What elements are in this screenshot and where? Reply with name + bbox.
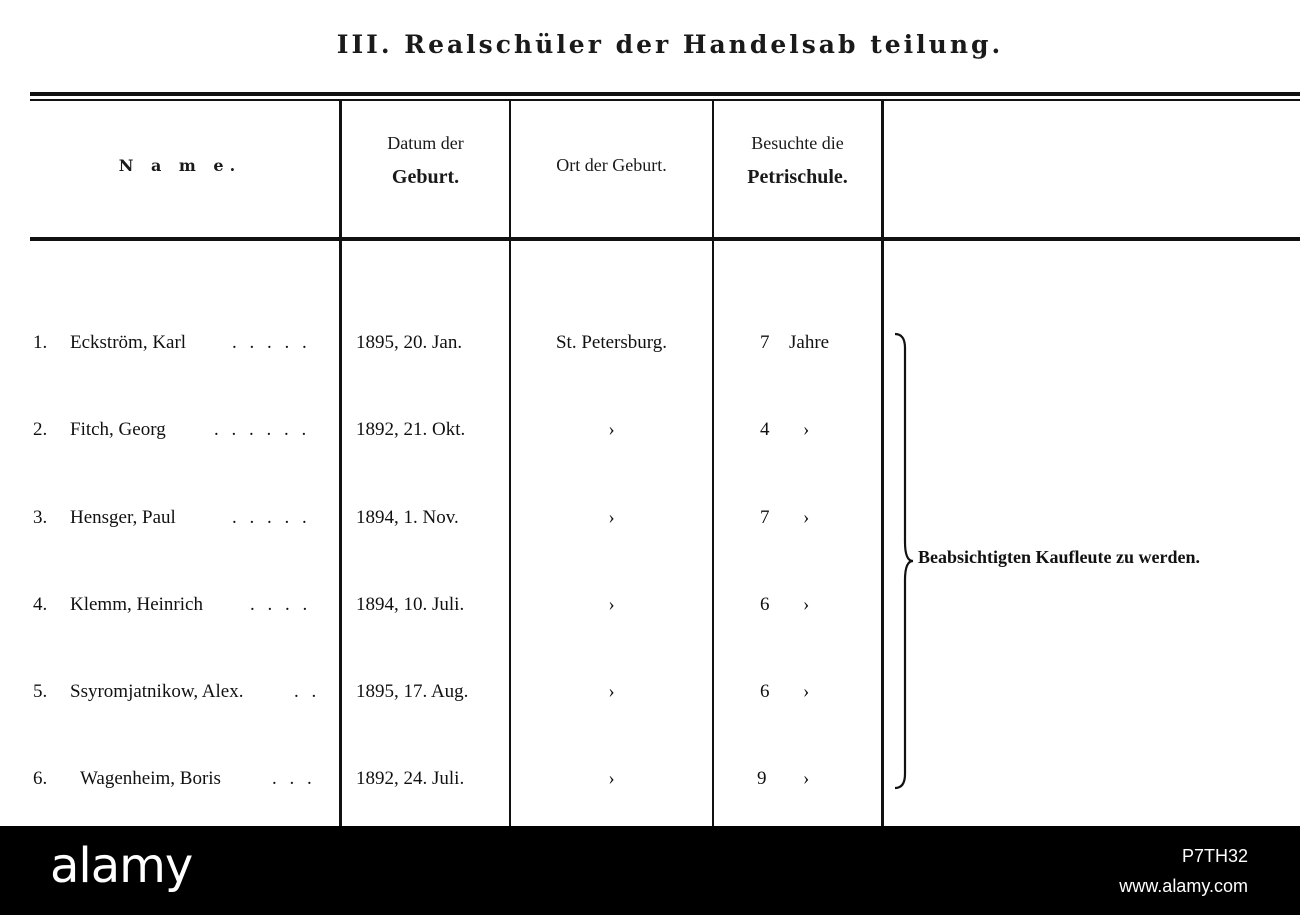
row-years-number: 9 bbox=[757, 768, 767, 789]
row-leader-dots: . . . . . . bbox=[214, 419, 311, 440]
row-name: Klemm, Heinrich bbox=[70, 594, 203, 615]
header-name: N a m e. bbox=[118, 156, 242, 175]
group-note: Beabsichtigten Kaufleute zu werden. bbox=[918, 547, 1200, 567]
row-leader-dots: . . . . . bbox=[232, 332, 311, 353]
site-url: www.alamy.com bbox=[1119, 876, 1248, 896]
row-birth-place: › bbox=[608, 594, 615, 615]
row-number: 6. bbox=[33, 768, 48, 789]
row-birth-place: › bbox=[608, 419, 615, 440]
row-name: Ssyromjatnikow, Alex. bbox=[70, 681, 244, 702]
row-birth-place: › bbox=[608, 681, 615, 702]
row-leader-dots: . . . bbox=[272, 768, 316, 789]
row-birth-date: 1892, 21. Okt. bbox=[356, 419, 466, 440]
header-date-line2: Geburt. bbox=[391, 166, 460, 188]
column-divider-3 bbox=[712, 100, 714, 826]
row-name: Hensger, Paul bbox=[70, 507, 176, 528]
row-birth-date: 1895, 17. Aug. bbox=[356, 681, 469, 702]
row-years-number: 7 bbox=[760, 332, 770, 353]
top-rule-thin bbox=[30, 99, 1300, 101]
row-name: Wagenheim, Boris bbox=[80, 768, 221, 789]
grouping-brace-icon bbox=[893, 330, 915, 792]
row-leader-dots: . . . . bbox=[250, 594, 312, 615]
row-birth-date: 1894, 10. Juli. bbox=[356, 594, 465, 615]
header-school-line1: Besuchte die bbox=[751, 133, 844, 153]
header-date bbox=[342, 133, 509, 189]
row-years-unit: › bbox=[803, 594, 810, 615]
row-years-number: 4 bbox=[760, 419, 770, 440]
header-school-line2: Petrischule. bbox=[747, 166, 848, 188]
watermark-banner bbox=[0, 826, 1300, 915]
top-rule bbox=[30, 92, 1300, 96]
row-years-number: 6 bbox=[760, 594, 770, 615]
document-title: III. Realschüler der Handelsab teilung. bbox=[336, 30, 1004, 59]
row-years-number: 6 bbox=[760, 681, 770, 702]
header-place: Ort der Geburt. bbox=[556, 155, 667, 175]
row-leader-dots: . . bbox=[294, 681, 321, 702]
row-number: 1. bbox=[33, 332, 48, 353]
header-rule bbox=[30, 237, 1300, 241]
column-divider-4 bbox=[881, 100, 884, 826]
column-divider-1 bbox=[339, 100, 342, 826]
row-years-unit: › bbox=[803, 419, 810, 440]
row-birth-date: 1894, 1. Nov. bbox=[356, 507, 459, 528]
row-number: 5. bbox=[33, 681, 48, 702]
row-birth-date: 1892, 24. Juli. bbox=[356, 768, 465, 789]
row-years-unit: › bbox=[803, 681, 810, 702]
row-number: 4. bbox=[33, 594, 48, 615]
header-school bbox=[714, 133, 881, 189]
row-years-unit: Jahre bbox=[789, 332, 830, 353]
row-name: Eckström, Karl bbox=[70, 332, 187, 353]
column-divider-2 bbox=[509, 100, 511, 826]
row-number: 3. bbox=[33, 507, 48, 528]
row-birth-place: › bbox=[608, 507, 615, 528]
row-birth-place: St. Petersburg. bbox=[555, 332, 667, 353]
row-birth-place: › bbox=[608, 768, 615, 789]
image-id: P7TH32 bbox=[1181, 846, 1248, 866]
alamy-logo: alamy bbox=[50, 838, 193, 894]
header-date-line1: Datum der bbox=[387, 133, 464, 153]
row-name: Fitch, Georg bbox=[70, 419, 166, 440]
row-years-unit: › bbox=[803, 768, 810, 789]
row-birth-date: 1895, 20. Jan. bbox=[356, 332, 463, 353]
row-leader-dots: . . . . . bbox=[232, 507, 311, 528]
row-years-number: 7 bbox=[760, 507, 770, 528]
row-years-unit: › bbox=[803, 507, 810, 528]
row-number: 2. bbox=[33, 419, 48, 440]
